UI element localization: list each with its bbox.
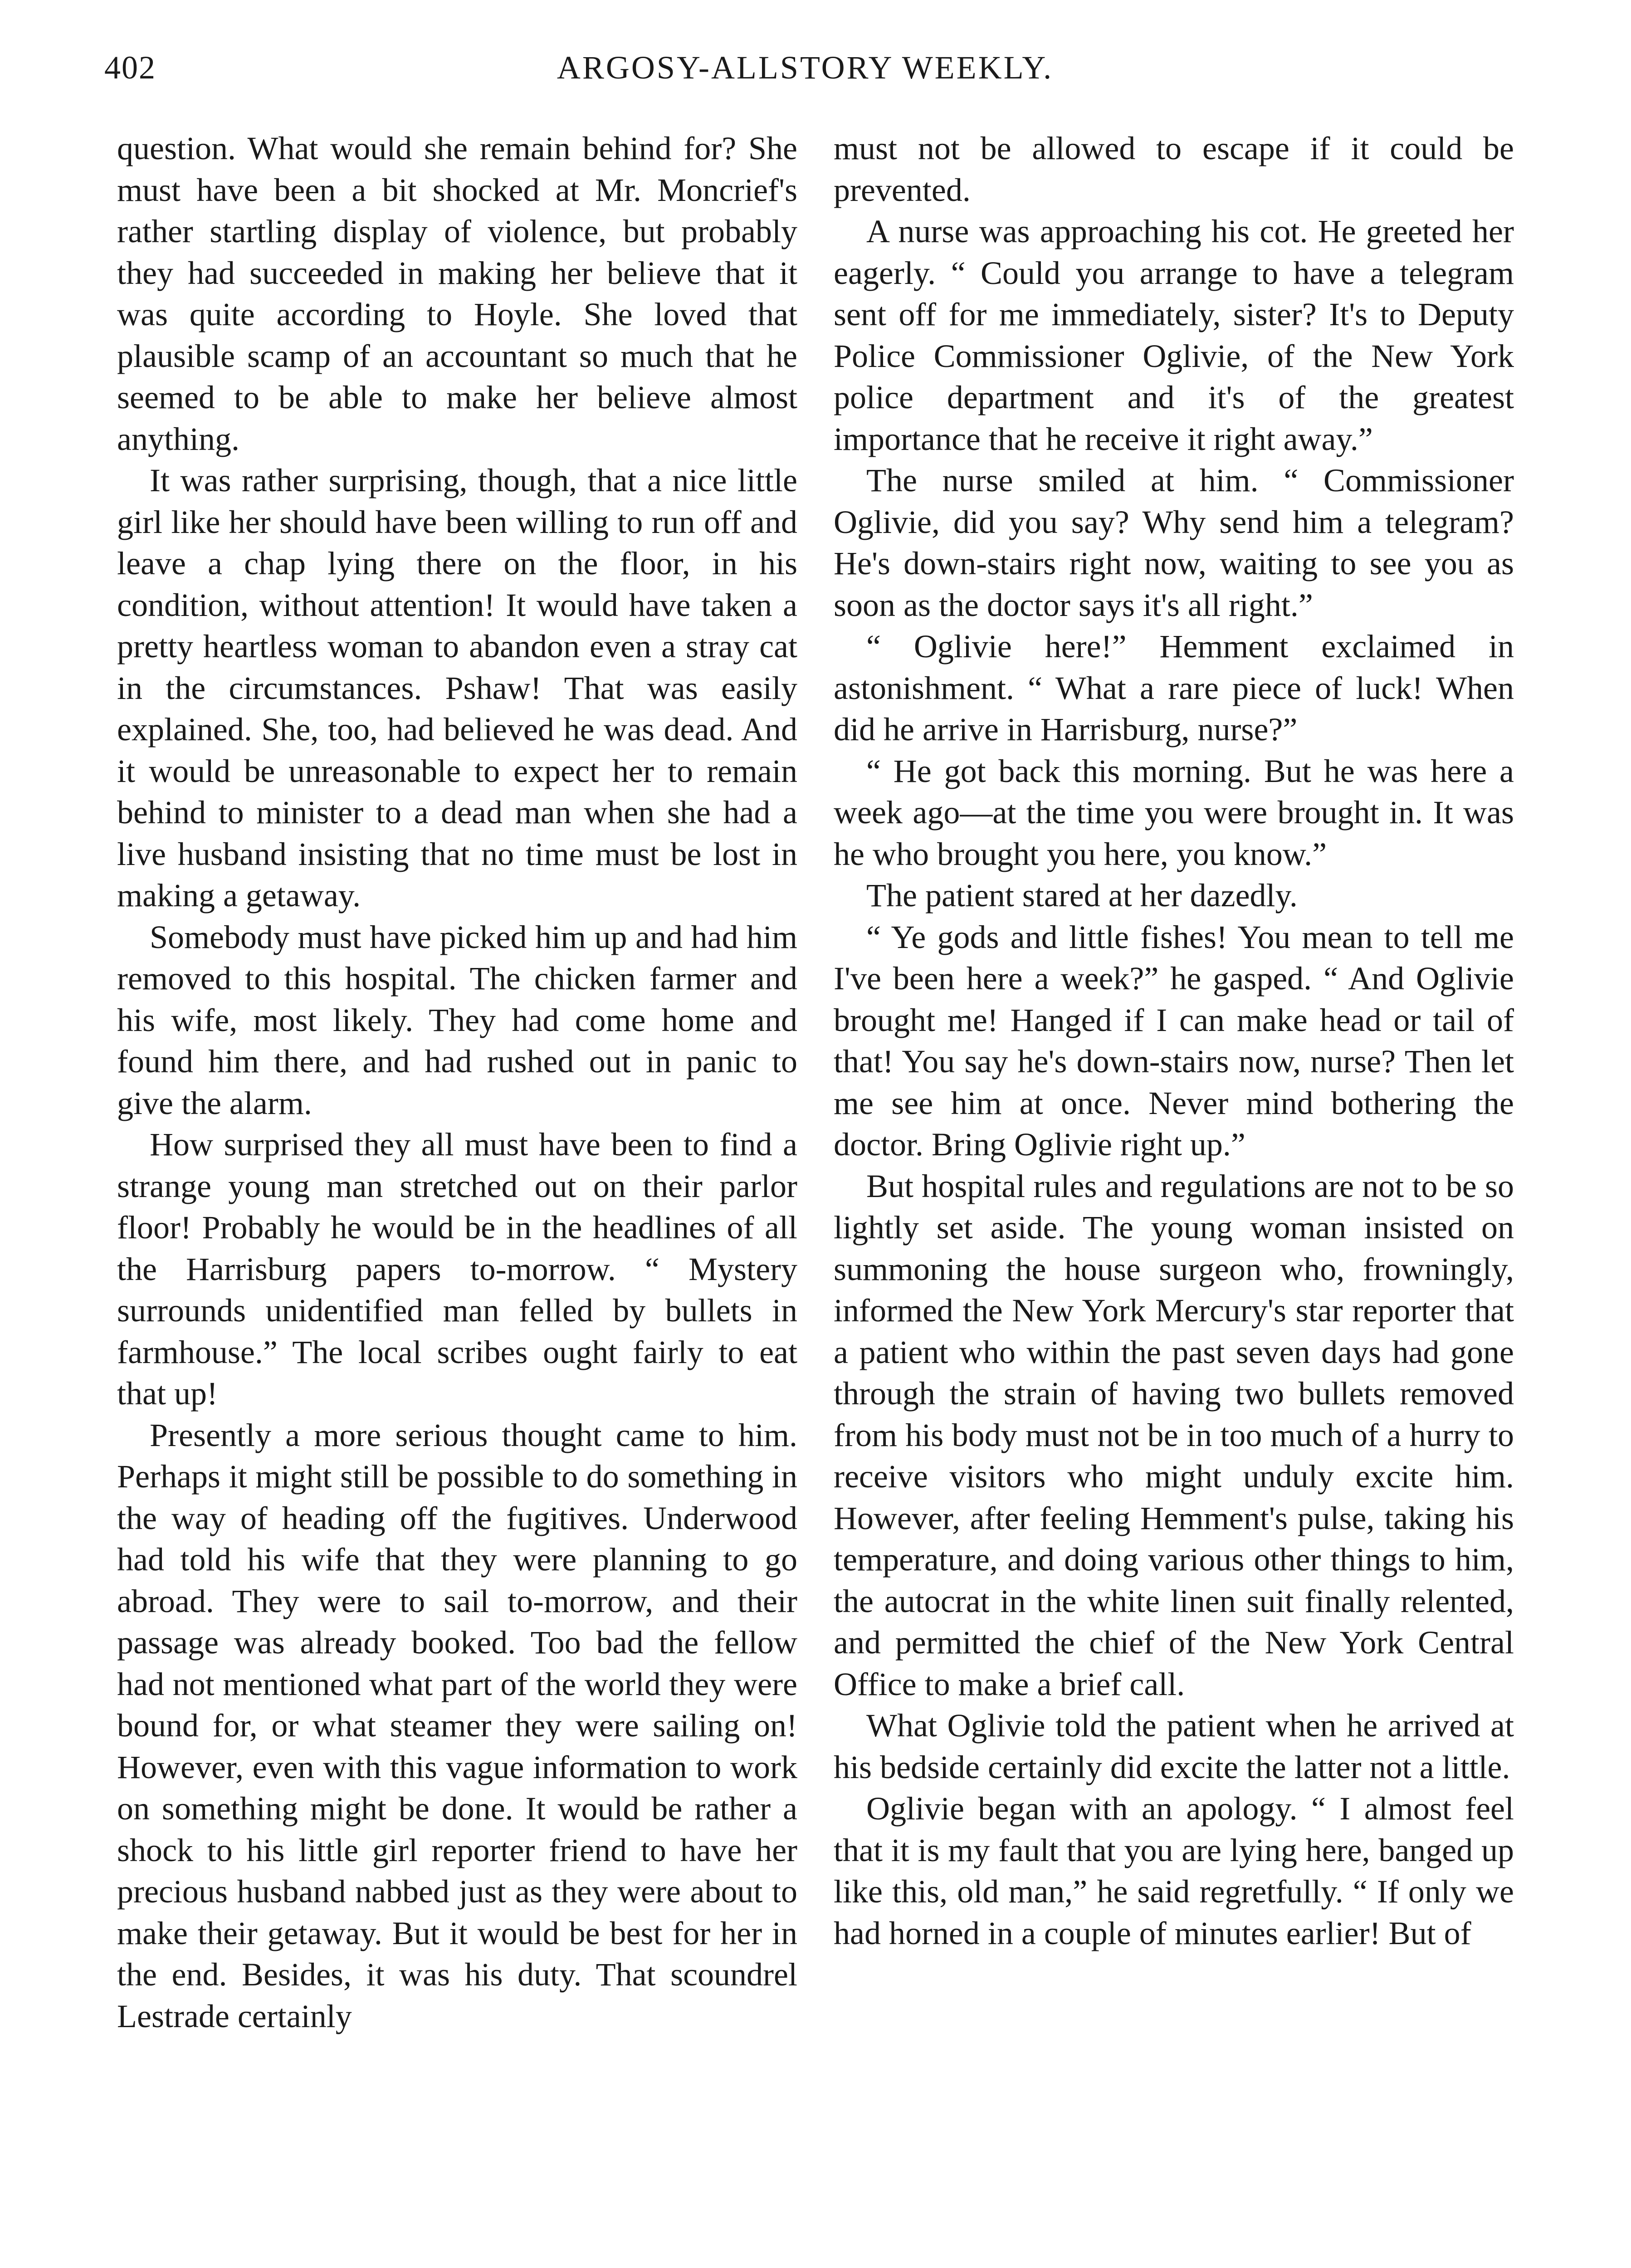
- paragraph: “ He got back this morning. But he was here a week ago—at the time you were brought in. It was he who brought you here, you know.”: [834, 753, 1514, 872]
- page-number: 402: [104, 49, 156, 86]
- paragraph: Oglivie began with an apology. “ I almost feel that it is my fault that you are lying here, banged up like this, old man,” he said regretfully. “ If only we had horned in a couple of minutes earlier! But of: [834, 1790, 1514, 1951]
- paragraph: Presently a more serious thought came to him. Perhaps it might still be possible to do something in the way of heading off the fugitives. Underwood had told his wife that they were planning to go abroad. They were to sail to-morrow, and their passage was already booked. Too bad the fellow had not mentioned what part of the world they were bound for, or what steamer they were sailing on! However, even with this vague information to work on something might be done. It would be rather a shock to his little girl reporter friend to have her precious husband nabbed just as they were about to make their getaway. But it would be best for her in the end. Besides, it was his duty. That scoundrel Lestrade certainly: [117, 1417, 797, 2034]
- paragraph: The nurse smiled at him. “ Commissioner Oglivie, did you say? Why send him a telegram? He's down-stairs right now, waiting to see you as soon as the doctor says it's all right.”: [834, 462, 1514, 623]
- page-header: [104, 49, 1506, 99]
- left-column: [117, 128, 797, 2037]
- paragraph: How surprised they all must have been to find a strange young man stretched out on their parlor floor! Probably he would be in the headlines of all the Harrisburg papers to-morrow. “ Mystery surrounds unidentified man felled by bullets in farmhouse.” The local scribes ought fairly to eat that up!: [117, 1126, 797, 1412]
- paragraph: “ Oglivie here!” Hemment exclaimed in astonishment. “ What a rare piece of luck! When did he arrive in Harrisburg, nurse?”: [834, 628, 1514, 748]
- paragraph: A nurse was approaching his cot. He greeted her eagerly. “ Could you arrange to have a telegram sent off for me immediately, sister? It's to Deputy Police Commissioner Oglivie, of the New York police department and it's of the greatest importance that he receive it right away.”: [834, 213, 1514, 457]
- paragraph: Somebody must have picked him up and had him removed to this hospital. The chicken farmer and his wife, most likely. They had come home and found him there, and had rushed out in panic to give the alarm.: [117, 919, 797, 1121]
- paragraph: must not be allowed to escape if it could be prevented.: [834, 130, 1514, 208]
- running-head: ARGOSY-ALLSTORY WEEKLY.: [557, 49, 1054, 86]
- paragraph: What Oglivie told the patient when he arrived at his bedside certainly did excite the latter not a little.: [834, 1707, 1514, 1785]
- paragraph: It was rather surprising, though, that a nice little girl like her should have been willing to run off and leave a chap lying there on the floor, in his condition, without attention! It would have taken a pretty heartless woman to abandon even a stray cat in the circumstances. Pshaw! That was easily explained. She, too, had believed he was dead. And it would be unreasonable to expect her to remain behind to minister to a dead man when she had a live husband insisting that no time must be lost in making a getaway.: [117, 462, 797, 914]
- paragraph: The patient stared at her dazedly.: [866, 877, 1298, 914]
- right-column: [834, 128, 1514, 1954]
- paragraph: question. What would she remain behind for? She must have been a bit shocked at Mr. Moncrief's rather startling display of violence, but probably they had succeeded in making her believe that it was quite according to Hoyle. She loved that plausible scamp of an accountant so much that he seemed to be able to make her believe almost anything.: [117, 130, 797, 457]
- paragraph: “ Ye gods and little fishes! You mean to tell me I've been here a week?” he gasped. “ And Oglivie brought me! Hanged if I can make head or tail of that! You say he's down-stairs now, nurse? Then let me see him at once. Never mind bothering the doctor. Bring Oglivie right up.”: [834, 919, 1514, 1163]
- paragraph: But hospital rules and regulations are not to be so lightly set aside. The young woman insisted on summoning the house surgeon who, frowningly, informed the New York Mercury's star reporter that a patient who within the past seven days had gone through the strain of having two bullets removed from his body must not be in too much of a hurry to receive visitors who might unduly excite him. However, after feeling Hemment's pulse, taking his temperature, and doing various other things to him, the autocrat in the white linen suit finally relented, and permitted the chief of the New York Central Office to make a brief call.: [834, 1168, 1514, 1702]
